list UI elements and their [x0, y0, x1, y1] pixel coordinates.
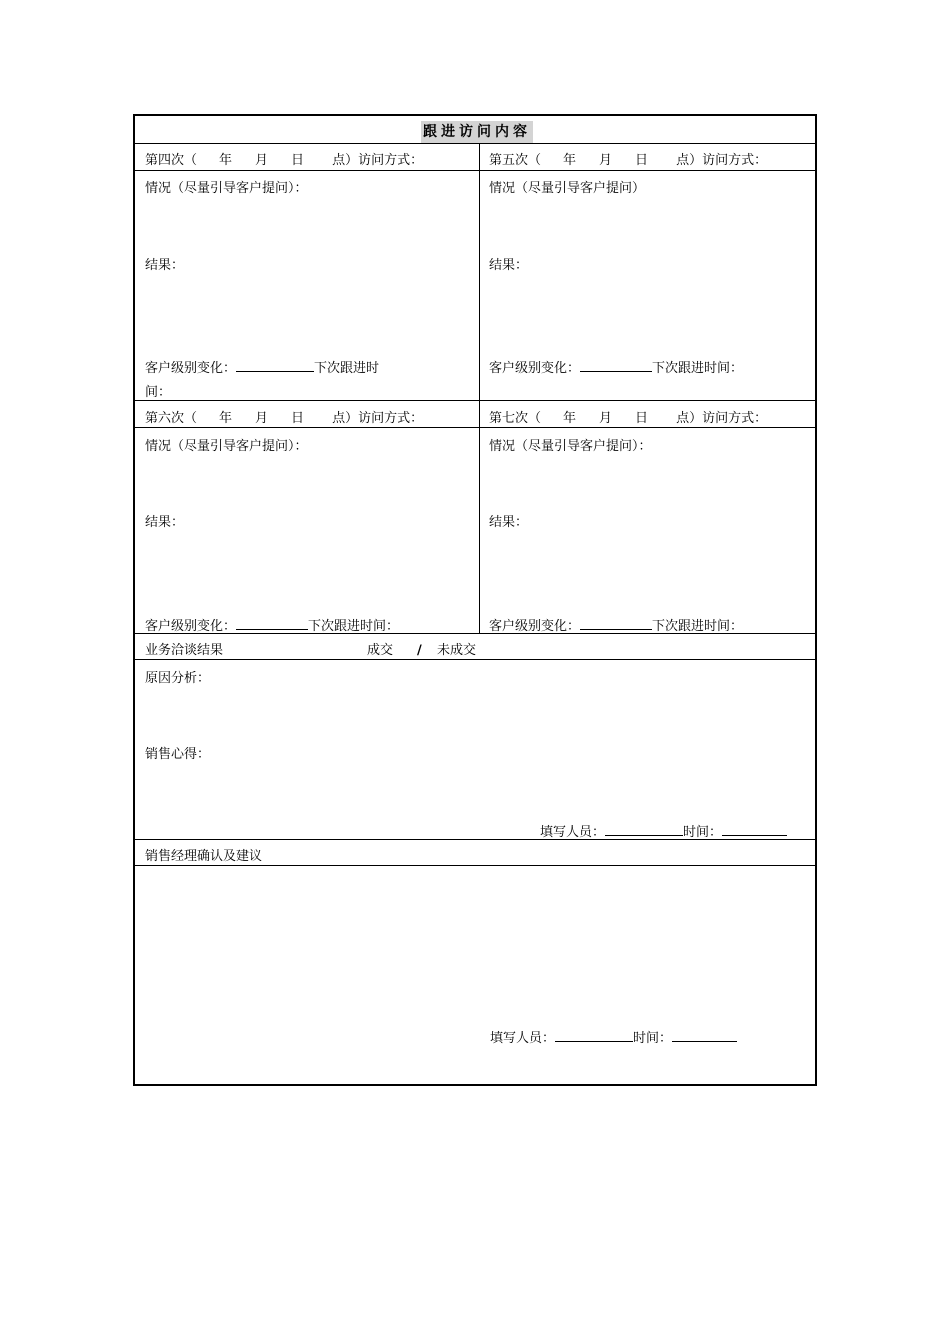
visit-7-footer: [489, 617, 743, 635]
divider: [135, 143, 815, 144]
visit-method-label: 点）访问方式：: [676, 411, 768, 426]
level-change-label: 客户级别变化：: [145, 619, 237, 634]
visit-6-situation: 情况（尽量引导客户提问）：: [145, 439, 308, 454]
manager-confirm-label: 销售经理确认及建议: [145, 849, 263, 864]
visit-6-header: [145, 411, 423, 427]
visit-month-label: 月: [599, 153, 613, 168]
visit-ordinal: 第五次（: [489, 153, 542, 168]
level-change-label: 客户级别变化：: [145, 361, 237, 376]
outcome-label: 业务洽谈结果: [145, 643, 224, 658]
visit-5-situation: 情况（尽量引导客户提问）: [489, 181, 646, 196]
level-change-blank[interactable]: [236, 359, 314, 372]
visit-5-result: 结果：: [489, 258, 529, 273]
visit-day-label: 日: [291, 153, 305, 168]
visit-method-label: 点）访问方式：: [332, 153, 424, 168]
visit-6-result: 结果：: [145, 515, 185, 530]
level-change-blank[interactable]: [580, 617, 652, 630]
form-title: 跟进访问内容: [421, 121, 533, 143]
divider: [135, 659, 815, 660]
next-follow-label: 下次跟进时间：: [652, 361, 744, 376]
visit-day-label: 日: [635, 153, 649, 168]
visit-4-header: [145, 153, 423, 169]
filled-by-blank[interactable]: [555, 1029, 633, 1042]
divider: [479, 143, 480, 633]
divider: [135, 865, 815, 866]
outcome-deal-option[interactable]: 成交: [367, 643, 394, 658]
next-follow-label: 下次跟进时间：: [308, 619, 400, 634]
filled-by-label: 填写人员：: [490, 1031, 556, 1046]
visit-4-result: 结果：: [145, 258, 185, 273]
visit-day-label: 日: [635, 411, 649, 426]
divider: [135, 400, 815, 401]
visit-6-footer: [145, 617, 399, 635]
visit-year-label: 年: [219, 153, 233, 168]
visit-4-situation: 情况（尽量引导客户提问）：: [145, 181, 308, 196]
visit-day-label: 日: [291, 411, 305, 426]
visit-5-header: [489, 153, 767, 169]
sales-insight-label: 销售心得：: [145, 747, 211, 762]
visit-7-result: 结果：: [489, 515, 529, 530]
next-follow-label: 下次跟进时: [314, 361, 380, 376]
time-label: 时间：: [683, 825, 723, 840]
visit-ordinal: 第七次（: [489, 411, 542, 426]
visit-method-label: 点）访问方式：: [332, 411, 424, 426]
visit-year-label: 年: [563, 153, 577, 168]
reason-analysis-label: 原因分析：: [145, 671, 211, 686]
next-follow-label: 下次跟进时间：: [652, 619, 744, 634]
visit-ordinal: 第四次（: [145, 153, 198, 168]
visit-month-label: 月: [255, 153, 269, 168]
divider: [135, 170, 815, 171]
level-change-label: 客户级别变化：: [489, 619, 581, 634]
manager-signoff: [490, 1029, 737, 1047]
level-change-label: 客户级别变化：: [489, 361, 581, 376]
visit-month-label: 月: [599, 411, 613, 426]
divider: [135, 427, 815, 428]
visit-ordinal: 第六次（: [145, 411, 198, 426]
level-change-blank[interactable]: [236, 617, 308, 630]
visit-month-label: 月: [255, 411, 269, 426]
time-label: 时间：: [633, 1031, 673, 1046]
follow-up-visit-form: [133, 114, 817, 1086]
visit-7-header: [489, 411, 767, 427]
visit-4-footer-wrap: 间：: [145, 385, 172, 400]
filled-by-label: 填写人员：: [540, 825, 606, 840]
outcome-separator: /: [417, 643, 422, 658]
analysis-signoff: [540, 823, 787, 841]
visit-year-label: 年: [563, 411, 577, 426]
visit-year-label: 年: [219, 411, 233, 426]
outcome-no-deal-option[interactable]: 未成交: [437, 643, 477, 658]
time-blank[interactable]: [722, 823, 787, 836]
visit-7-situation: 情况（尽量引导客户提问）：: [489, 439, 652, 454]
time-blank[interactable]: [672, 1029, 737, 1042]
visit-method-label: 点）访问方式：: [676, 153, 768, 168]
level-change-blank[interactable]: [580, 359, 652, 372]
visit-4-footer: [145, 359, 379, 377]
visit-5-footer: [489, 359, 743, 377]
filled-by-blank[interactable]: [605, 823, 683, 836]
